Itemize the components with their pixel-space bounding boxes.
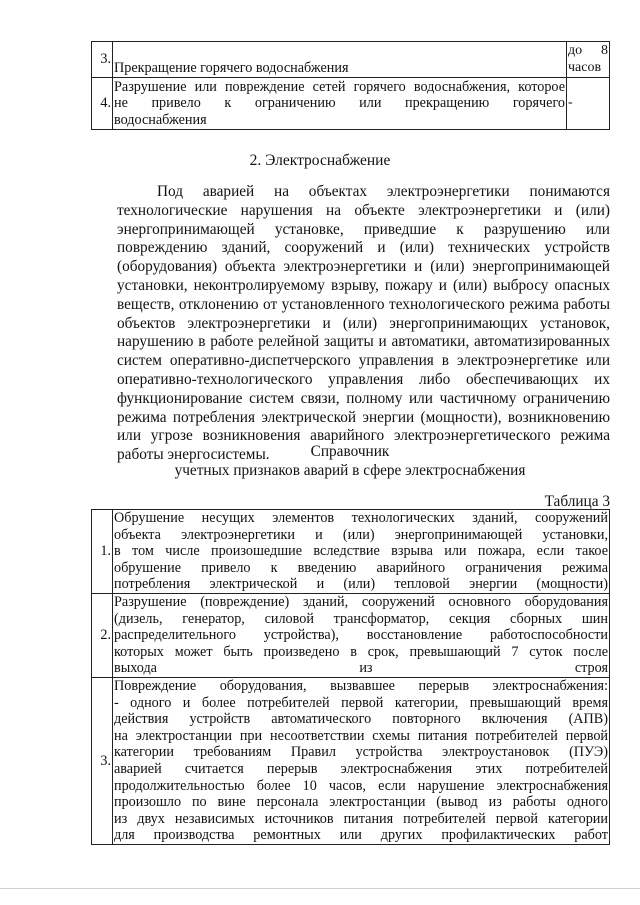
row-text-line: Обрушение несущих элементов технологических зданий, сооружений <box>114 510 608 526</box>
row-text-line: не привело к ограничению или прекращению горячего <box>114 95 565 112</box>
row-text <box>113 593 610 677</box>
row-text-line: продолжительностью более 10 часов, если нарушение электроснабжения <box>114 777 608 794</box>
row-number: 3. <box>92 42 113 78</box>
row-text-line: Разрушение (повреждение) зданий, сооружений основного оборудования <box>114 593 608 610</box>
duration-line: часов <box>568 59 602 75</box>
row-number: 4. <box>92 78 113 130</box>
row-text <box>113 510 610 594</box>
row-text <box>113 42 567 78</box>
row-text-line: произошло по вине персонала электростанции (вывод из работы одного <box>114 794 608 811</box>
row-text-line: объекта электроэнергетики и (или) энергопринимающей установки, <box>114 526 608 543</box>
row-text-line: Прекращение горячего водоснабжения <box>114 60 349 77</box>
row-text-line: (дизель, генератор, силовой трансформатор, секция сборных шин <box>114 610 608 627</box>
top-table <box>91 41 610 130</box>
row-text-line: которых может быть произведено в срок, превышающий 7 суток после <box>114 643 608 660</box>
accident-criteria-table <box>91 509 610 845</box>
row-text <box>113 78 567 130</box>
table-row <box>92 510 610 594</box>
duration-cell: - <box>567 78 610 130</box>
section-heading: 2. Электроснабжение <box>249 152 391 169</box>
table-row <box>92 593 610 677</box>
table-label: Таблица 3 <box>544 493 610 510</box>
table-row <box>92 677 610 844</box>
duration-cell <box>567 42 610 78</box>
row-text-line: действия устройств автоматического повторного включения (АПВ) <box>114 711 608 728</box>
definition-paragraph: Под аварией на объектах электроэнергетики понимаются технологические нарушения на объекте электроэнергетики и (или) энергопринимающей установке, приведшие к разрушению или повреждению зданий, сооружений и (или) технических устройств (оборудования) объекта электроэнергетики и (или) энергопринимающей установки, неконтролируемому взрыву, пожару и (или) выбросу опасных веществ, отклонению от установленного технологического режима работы объектов электроэнергетики и (или) энергопринимающих установок, нарушению в работе релейной защиты и автоматики, автоматизированных систем оперативно-диспетчерского управления в электроэнергетике или оперативно-технологического управления либо обеспечивающих их функционирование систем связи, полному или частичному ограничению режима потребления электрической энергии (мощности), возникновению или угрозе возникновения аварийного электроэнергетического режима работы энергосистемы. <box>117 183 610 464</box>
row-number: 1. <box>92 510 113 594</box>
row-text-line: на электростанции при несоответствии схемы питания потребителей первой <box>114 727 608 744</box>
page-bottom-divider <box>0 888 640 889</box>
row-text-line: распределительного устройства), восстановление работоспособности <box>114 627 608 644</box>
row-text-line: - одного и более потребителей первой категории, превышающий время <box>114 694 608 711</box>
row-text-line: Разрушение или повреждение сетей горячего водоснабжения, которое <box>114 78 565 95</box>
row-text-line: в том числе произошедшие вследствие взрыва или пожара, если такое <box>114 543 608 560</box>
duration-line: до 8 <box>568 42 608 58</box>
row-text-line: выхода из строя <box>114 660 608 677</box>
row-text-line: водоснабжения <box>114 111 207 128</box>
row-text <box>113 677 610 844</box>
row-text-line: обрушение привело к введению аварийного ограничения режима <box>114 559 608 576</box>
table-row <box>92 78 610 130</box>
row-text-line: потребления электрической и (или) тепловой энергии (мощности) <box>114 576 608 593</box>
row-text-line: категории требованиям Правил устройства электроустановок (ПУЭ) <box>114 744 608 761</box>
row-number: 3. <box>92 677 113 844</box>
row-number: 2. <box>92 593 113 677</box>
reference-subtitle: учетных признаков аварий в сфере электроснабжения <box>174 462 526 479</box>
row-text-line: из двух независимых источников питания потребителей первой категории <box>114 810 608 827</box>
row-text-line: Повреждение оборудования, вызвавшее перерыв электроснабжения: <box>114 677 608 694</box>
row-text-line: для производства ремонтных или других профилактических работ <box>114 827 608 844</box>
row-text-line: аварией считается перерыв электроснабжения этих потребителей <box>114 760 608 777</box>
table-row <box>92 42 610 78</box>
reference-title: Справочник <box>310 443 390 460</box>
